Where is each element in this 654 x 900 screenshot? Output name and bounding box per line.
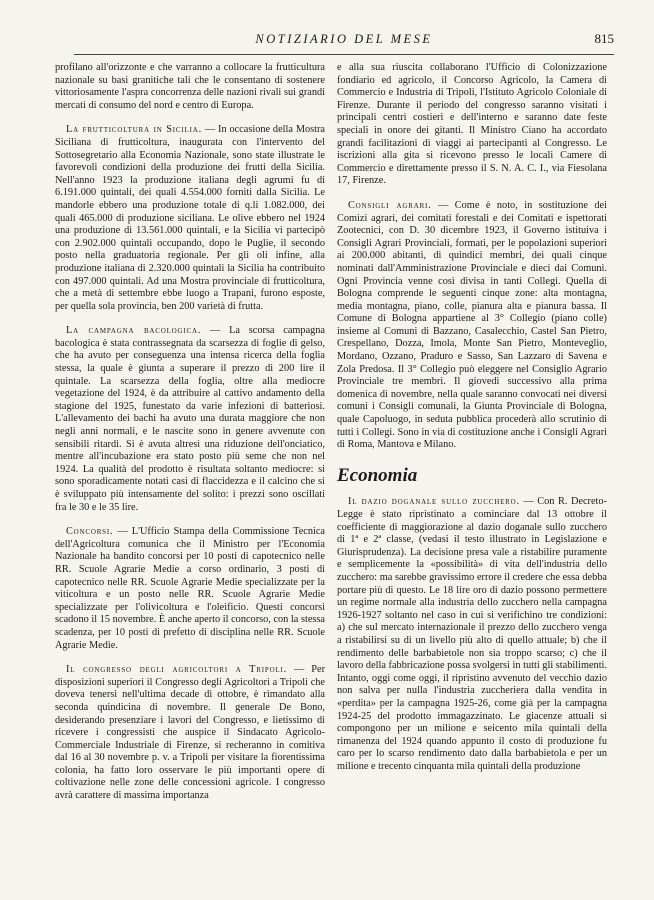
left-column: [55, 62, 325, 803]
article-heading: La frutticoltura in Sicilia.: [66, 124, 202, 136]
article-heading: Consigli agrari.: [348, 199, 432, 211]
article-body: — Come è noto, in sostituzione dei Comizi agrari, dei comitati forestali e dei Comitati e ispettorati Zootecnici, con D. 30 dicembre 1923, il Governo istituiva i Consigli Agrari Provinciali, formati, per le popolazioni superiori ai 200.000 abitanti, di quindici membri, dei quali cinque nominati dall'Amministrazione Provinciale e dieci dai Comuni. Ogni Provincia venne così divisa in tanti Collegi. Quella di Bologna comprende le seguenti cinque zone: alta montagna, media montagna, piano, colle, pianura alta e pianura bassa. Il Comune di Bologna appartiene al 3° Collegio (piano colle) insieme al Comuni di Bazzano, Casalecchio, Castel San Pietro, Crespellano, Dozza, Imola, Monte San Pietro, Monteveglio, Mordano, Ozzano, Pradurо e Sasso, San Lazzaro di Savena e Zola Predosa. Il 3° Collegio può eleggere nel Consiglio Agrario Provinciale tre membri. Il giovedì successivo alla prima domenica di novembre, nella quale saranno convocati nei diversi comuni i Consigli comunali, la Giunta Provinciale di Bologna, quale Capoluogo, in seduta pubblica procederà allo scrutinio di tutti i Collegi. Sono in via di costituzione anche i Consigli Agrari di Roma, Mantova e Milano.: [337, 199, 607, 451]
article-concorsi: [55, 526, 325, 652]
article-heading: Il congresso degli agricoltori a Tripoli.: [66, 664, 288, 676]
running-title: NOTIZIARIO DEL MESE: [255, 32, 433, 46]
article-body: — Per disposizioni superiori il Congresso degli Agricoltori a Tripoli che doveva tenersi nell'ultima decade di ottobre, è rimandato alla seconda quindicina di novembre. Il generale De Bono, desiderando presenziare i lavori del Congresso, e lietissimo di ricevere i congressisti che auspice il Sindacato Agricolo-Commerciale Industriale di Firenze, si recheranno in comitiva dal 16 al 30 novembre p. v. a Tripoli per visitare la fiorentissima colonia, ha fatto loro osservare le più importanti opere di coltivazione nelle zone delle concessioni agricole. I congresso avrà carattere di massima importanza: [55, 664, 326, 802]
article-heading: Concorsi.: [66, 526, 114, 538]
right-column: [337, 62, 607, 773]
article-congresso-tripoli: [55, 664, 325, 803]
page-number: 815: [594, 31, 614, 46]
congresso-continuation: e alla sua riuscita collaborano l'Ufficio di Colonizzazione fondiario ed agricolo, il Concorso Agricolo, la Camera di Commercio e Industria di Tripoli, l'Istituto Agricolo Coloniale di Firenze. Durante il periodo del congresso saranno visitati i principali centri costieri e dell'interno e saranno date feste speciali in onore dei gitanti. Il Ministro Ciano ha accordato grandi facilitazioni di viaggi ai partecipanti al Congresso. Le iscrizioni alla gita si ricevono presso le locali Camere di Commercio e direttamente presso il S. N. A. C. I., via Fiesolana 17, Firenze.: [337, 62, 607, 187]
page-header: [74, 30, 614, 55]
intro-paragraph: profilano all'orizzonte e che varranno a collocare la frutticultura nazionale su basi granitiche tali che le consentano di sostenere vittoriosamente l'aspra concorrenza delle nazioni rivali sui grandi mercati di consumo del nord e centro di Europa.: [55, 62, 325, 111]
article-campagna-bacologica: [55, 325, 325, 514]
article-heading: La campagna bacologica.: [66, 325, 202, 337]
section-title-economia: Economia: [337, 464, 418, 486]
article-body: — L'Ufficio Stampa della Commissione Tecnica dell'Agricoltura comunica che il Ministro per l'Economia Nazionale ha bandito concorsi per 10 posti di capotecnico nelle RR. Scuole Agrarie Medie a corso ordinario, 3 posti di capotecnico nelle RR. Scuole Agrarie Medie specializzate per la viticoltura e un posto nelle RR. Scuole Agrarie Medie specializzate per l'olivicoltura e l'oleificio. Questi concorsi scadono il 15 novembre. È anche aperto il concorso, con la stessa scadenza, per 10 posti di prefetto di disciplina nelle RR. Scuole Agrarie Medie.: [55, 526, 325, 651]
article-consigli-agrari: [337, 200, 607, 452]
article-dazio-zucchero: [337, 496, 607, 773]
article-body: — La scorsa campagna bacologica è stata contrassegnata da scarsezza di foglie di gelso, che ha avuto per conseguenza una intensa ricerca della foglia stessa, la quale è giunta a superare il prezzo di 200 lire il quintale. La scarsezza della foglia, oltre alla mediocre vegetazione del 1924, è da attribuire al cattivo andamento della stagione del 1925, funestato da varie infezioni di batteriosi. L'allevamento dei bachi ha avuto una durata maggiore che non negli anni normali, e le nascite sono in genere avvenute con sensibili ritardi. Si è avuta altresì una riduzione dell'onciatico, mentre all'incubazione era stato posto più seme che non nel 1924. La qualità del prodotto è risultata soltanto mediocre: si sono sporadicamente notati casi di flaccidezza e il calcino che si è sviluppato più intensamente del solito: i prezzi sono oscillati fra le 30 e le 35 lire.: [55, 325, 326, 513]
article-body: — Con R. Decreto-Legge è stato ripristinato a cominciare dal 13 ottobre il coefficiente di maggiorazione al dazio doganale sullo zucchero di 1ª e 2ª classe, (vedasi il testo illustrato in Legislazione e Giurisprudenza). La decisione presa vale a ristabilire puramente e semplicemente la «possibilità» di vita dell'industria dello zucchero: ma sarebbe gravissimo errore il credere che essa debba portare più di questo. Le 18 lire oro di dazio possono permettere un regime normale alla industria dello zucchero nella campagna 1926-1927 soltanto nel caso in cui si verifichino tre condizioni: a) che sul mercato internazionale il prezzo dello zucchero venga a ristabilirsi su di un livello più alto di quello attuale; b) che il rendimento delle barbabietole non sia troppo scarso; c) che il lavoro della fabbricazione possa svolgersi in tutti gli stabilimenti. Intanto, oggi come oggi, il ripristino avvenuto del vecchio dazio non salva per nulla l'industria zuccheriera dalla vendita in «perdita» per la campagna 1925-26, come già per la campagna 1924-25 del prodotto immagazzinato. Le giacenze attuali si compongono per un milione e seicento mila quintali della rimanenza del 1924 quando appunto il costo di produzione fu caro per lo scarso rendimento dato dalla barbabietola e per un milione e trecento cinquanta mila quintali della produzione: [337, 496, 607, 772]
article-frutticoltura: [55, 124, 325, 313]
article-heading: Il dazio doganale sullo zucchero.: [348, 496, 520, 508]
article-body: — In occasione della Mostra Siciliana di frutticoltura, inaugurata con l'intervento del Sottosegretario alla Economia Nazionale, sono state illustrate le favorevoli condizioni della produzione dei frutti della Sicilia. Nell'anno 1923 la produzione italiana degli agrumi fu di 6.191.000 quintali, dei quali 4.554.000 forniti dalla Sicilia. Le mandorle ebbero una produzione totale di q.li 1.082.000, dei quali 465.000 di produzione siciliana. Le olive ebbero nel 1924 una produzione di 13.561.000 quintali, e la Sicilia vi partecipò con 2.902.000 quintali occupando, dopo le Puglie, il secondo posto nella graduatoria regionale. Per gli oli infine, alla produzione italiana di 2.320.000 quintali la Sicilia ha contribuito con 497.000 quintali. Ad una Mostra provinciale di frutticoltura, che a metà di settembre ebbe luogo a Trapani, furono esposte, per quella sola provincia, ben 200 varietà di frutta.: [55, 124, 325, 312]
